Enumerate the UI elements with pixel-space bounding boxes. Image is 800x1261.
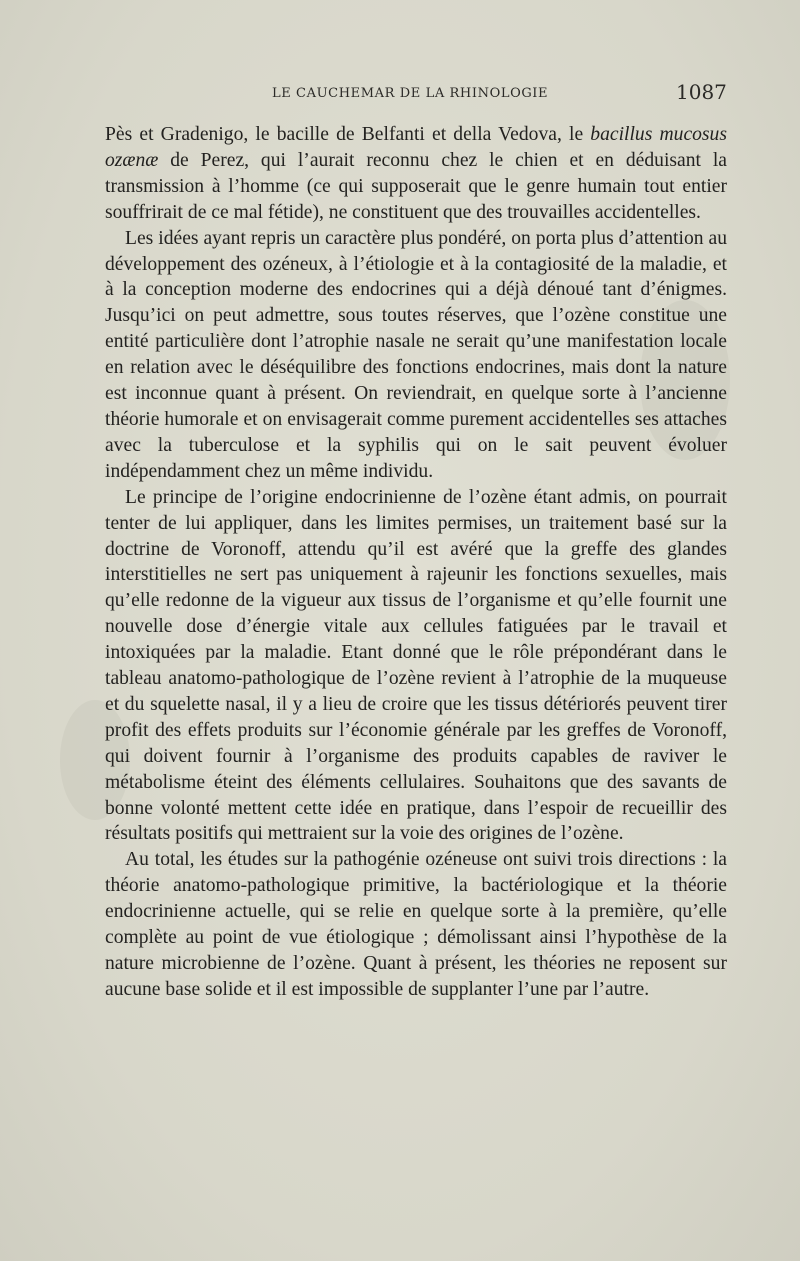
paragraph: Les idées ayant repris un caractère plus pondéré, on porta plus d’attention au développement des ozéneux, à l’étiologie et à la contagiosité de la maladie, et à la conception moderne des endocrines qui a déjà dénoué tant d’énigmes. Jusqu’ici on peut admettre, sous toutes réserves, que l’ozène constitue une entité particulière dont l’atrophie nasale ne serait qu’une manifestation locale en relation avec le déséquilibre des fonctions endocrines, mais dont la nature est inconnue quant à présent. On reviendrait, en quelque sorte à l’ancienne théorie humorale et on envisagerait comme purement accidentelles ses attaches avec la tuberculose et la syphilis qui on le sait peuvent évoluer indépendamment chez un même individu.: [105, 227, 727, 482]
body-text: [105, 122, 727, 1003]
paragraph: Le principe de l’origine endocrinienne de l’ozène étant admis, on pourrait tenter de lui appliquer, dans les limites permises, un traitement basé sur la doctrine de Voronoff, attendu qu’il est avéré que la greffe des glandes interstitielles ne sert pas uniquement à rajeunir les fonctions sexuelles, mais qu’elle redonne de la vigueur aux tissus de l’organisme et qu’elle fournit une nouvelle dose d’énergie vitale aux cellules fatiguées par le travail et intoxiquées par la maladie. Etant donné que le rôle prépondérant dans le tableau anatomo-pathologique de l’ozène revient à l’atrophie de la muqueuse et du squelette nasal, il y a lieu de croire que les tissus détériorés peuvent tirer profit des effets produits sur l’économie générale par les greffes de Voronoff, qui doivent fournir à l’organisme des produits capables de raviver le métabolisme éteint des éléments cellulaires. Souhaitons que des savants de bonne volonté mettent cette idée en pratique, dans l’espoir de recueillir des résultats positifs qui mettraient sur la voie des origines de l’ozène.: [105, 486, 727, 845]
running-title: LE CAUCHEMAR DE LA RHINOLOGIE: [272, 86, 549, 101]
paragraph-text: de Perez, qui l’aurait reconnu chez le chien et en déduisant la transmission à l’homme (ce qui supposerait que le genre humain tout entier souffrirait de ce mal fétide), ne constituent que des trouvailles accidentelles.: [105, 149, 727, 223]
paragraph: [105, 122, 727, 226]
page-header: [0, 80, 800, 110]
paragraph-text: Pès et Gradenigo, le bacille de Belfanti et della Vedova, le: [105, 124, 591, 145]
italic-term: bacillus mucosus ozænæ: [105, 124, 727, 171]
page-number: 1087: [676, 80, 727, 104]
paragraph: Au total, les études sur la pathogénie ozéneuse ont suivi trois directions : la théorie anatomo-pathologique primitive, la bactériologique et la théorie endocrinienne actuelle, qui se relie en quelque sorte à la première, qu’elle complète au point de vue étiologique ; démolissant ainsi l’hypothèse de la nature microbienne de l’ozène. Quant à présent, les théories ne reposent sur aucune base solide et il est impossible de supplanter l’une par l’autre.: [105, 849, 727, 1000]
